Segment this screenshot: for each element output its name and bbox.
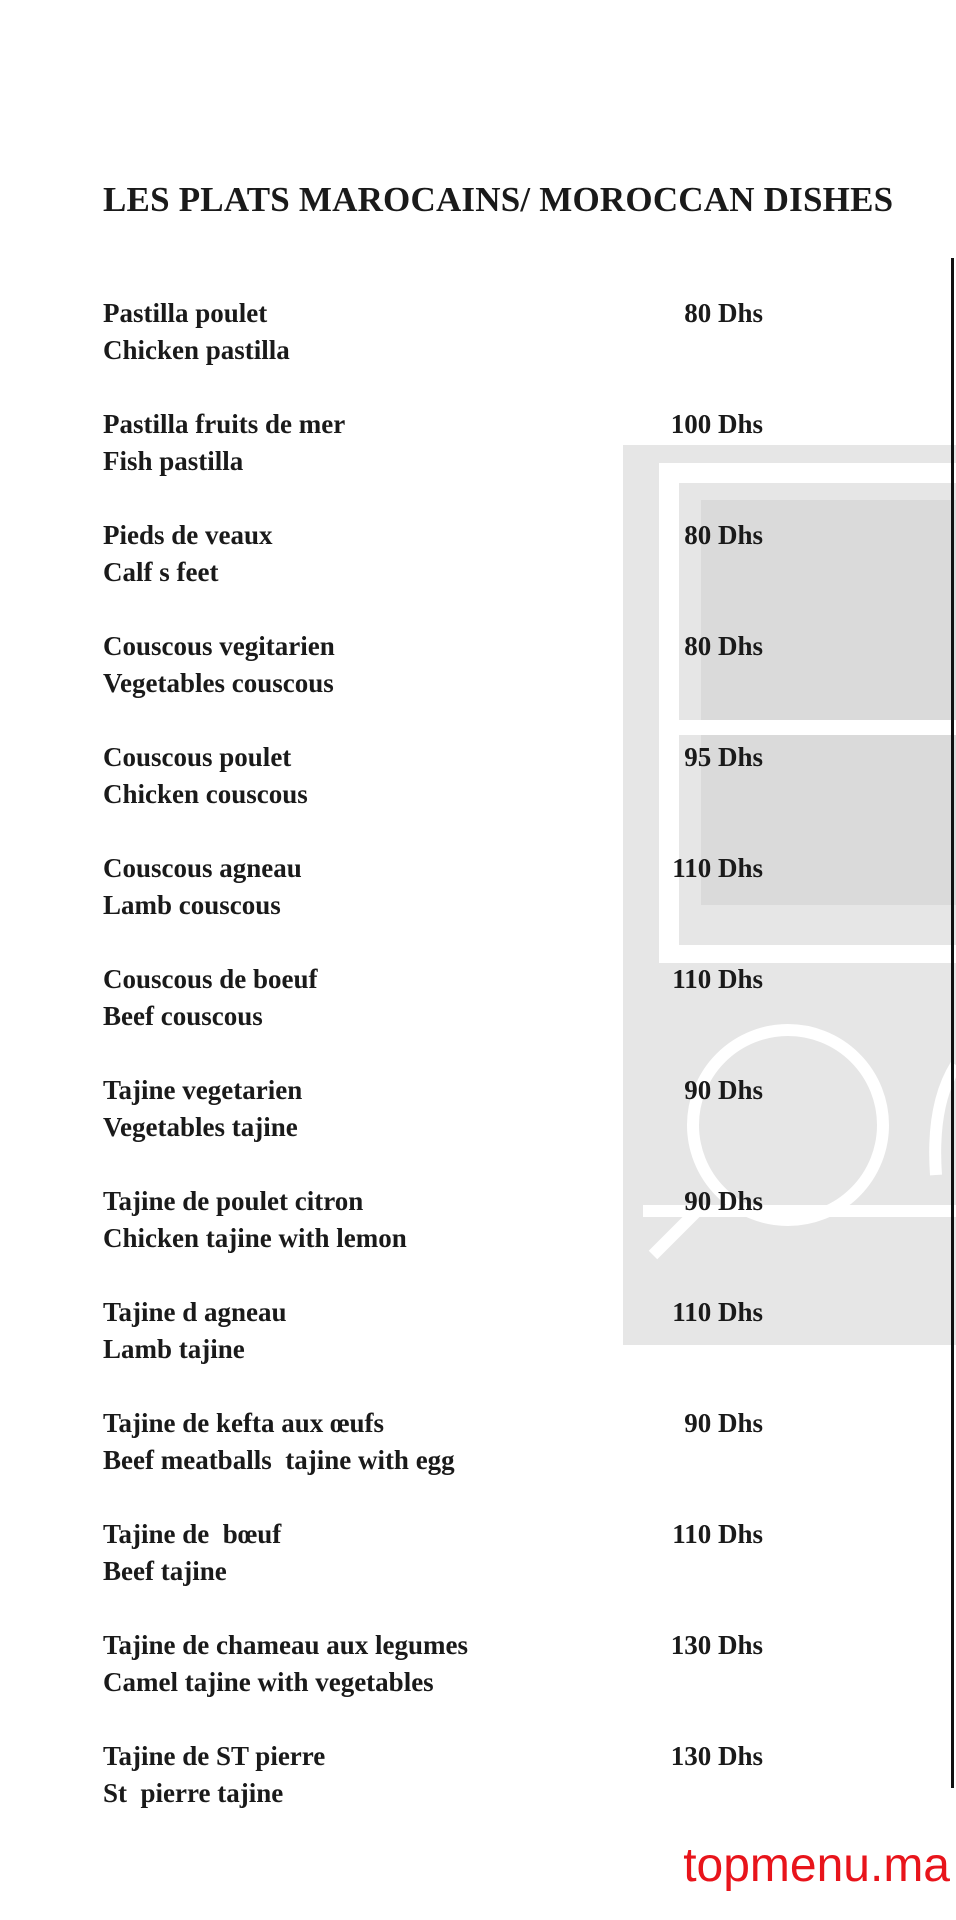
dish-name-en: Chicken tajine with lemon	[103, 1223, 407, 1253]
dish-name-en: St pierre tajine	[103, 1778, 284, 1808]
dish-price: 110 Dhs	[672, 1297, 763, 1327]
dish-name-en: Camel tajine with vegetables	[103, 1667, 434, 1697]
right-border-line	[951, 258, 954, 1788]
dish-name-fr: Pieds de veaux	[103, 520, 273, 550]
menu-item	[103, 628, 773, 739]
dish-name-en: Vegetables couscous	[103, 668, 334, 698]
menu-list	[103, 295, 773, 1849]
dish-price: 110 Dhs	[672, 1519, 763, 1549]
dish-name-fr: Tajine vegetarien	[103, 1075, 303, 1105]
brand-watermark: topmenu.ma	[683, 1839, 950, 1892]
dish-name-fr: Pastilla fruits de mer	[103, 409, 346, 439]
dish-name-fr: Tajine de poulet citron	[103, 1186, 364, 1216]
menu-item	[103, 739, 773, 850]
dish-name-fr: Tajine de bœuf	[103, 1519, 282, 1549]
dish-price: 95 Dhs	[684, 742, 763, 772]
menu-item	[103, 1183, 773, 1294]
dish-price: 100 Dhs	[670, 409, 763, 439]
menu-item	[103, 1294, 773, 1405]
dish-name-fr: Tajine d agneau	[103, 1297, 287, 1327]
dish-name-en: Beef meatballs tajine with egg	[103, 1445, 455, 1475]
dish-name-en: Chicken pastilla	[103, 335, 290, 365]
dish-price: 80 Dhs	[684, 631, 763, 661]
menu-item	[103, 295, 773, 406]
menu-item	[103, 1405, 773, 1516]
dish-name-fr: Tajine de chameau aux legumes	[103, 1630, 469, 1660]
dish-name-en: Fish pastilla	[103, 446, 244, 476]
dish-price: 90 Dhs	[684, 1075, 763, 1105]
dish-price: 90 Dhs	[684, 1186, 763, 1216]
dish-name-fr: Couscous vegitarien	[103, 631, 335, 661]
dish-price: 130 Dhs	[670, 1630, 763, 1660]
dish-price: 130 Dhs	[670, 1741, 763, 1771]
menu-item	[103, 961, 773, 1072]
menu-item	[103, 1072, 773, 1183]
page-title: LES PLATS MAROCAINS/ MOROCCAN DISHES	[103, 180, 894, 219]
dish-price: 90 Dhs	[684, 1408, 763, 1438]
dish-price: 80 Dhs	[684, 298, 763, 328]
dish-name-fr: Couscous agneau	[103, 853, 302, 883]
dish-name-fr: Couscous de boeuf	[103, 964, 318, 994]
dish-name-en: Beef couscous	[103, 1001, 263, 1031]
menu-item	[103, 1738, 773, 1849]
dish-name-en: Beef tajine	[103, 1556, 227, 1586]
dish-name-en: Vegetables tajine	[103, 1112, 298, 1142]
dish-name-fr: Pastilla poulet	[103, 298, 268, 328]
dish-price: 110 Dhs	[672, 853, 763, 883]
menu-item	[103, 1516, 773, 1627]
menu-item	[103, 1627, 773, 1738]
dish-name-en: Chicken couscous	[103, 779, 308, 809]
dish-name-en: Lamb tajine	[103, 1334, 245, 1364]
menu-item	[103, 517, 773, 628]
dish-price: 110 Dhs	[672, 964, 763, 994]
menu-item	[103, 850, 773, 961]
dish-name-fr: Couscous poulet	[103, 742, 292, 772]
dish-name-fr: Tajine de kefta aux œufs	[103, 1408, 385, 1438]
dish-name-en: Calf s feet	[103, 557, 219, 587]
dish-name-fr: Tajine de ST pierre	[103, 1741, 326, 1771]
dish-name-en: Lamb couscous	[103, 890, 281, 920]
menu-item	[103, 406, 773, 517]
dish-price: 80 Dhs	[684, 520, 763, 550]
